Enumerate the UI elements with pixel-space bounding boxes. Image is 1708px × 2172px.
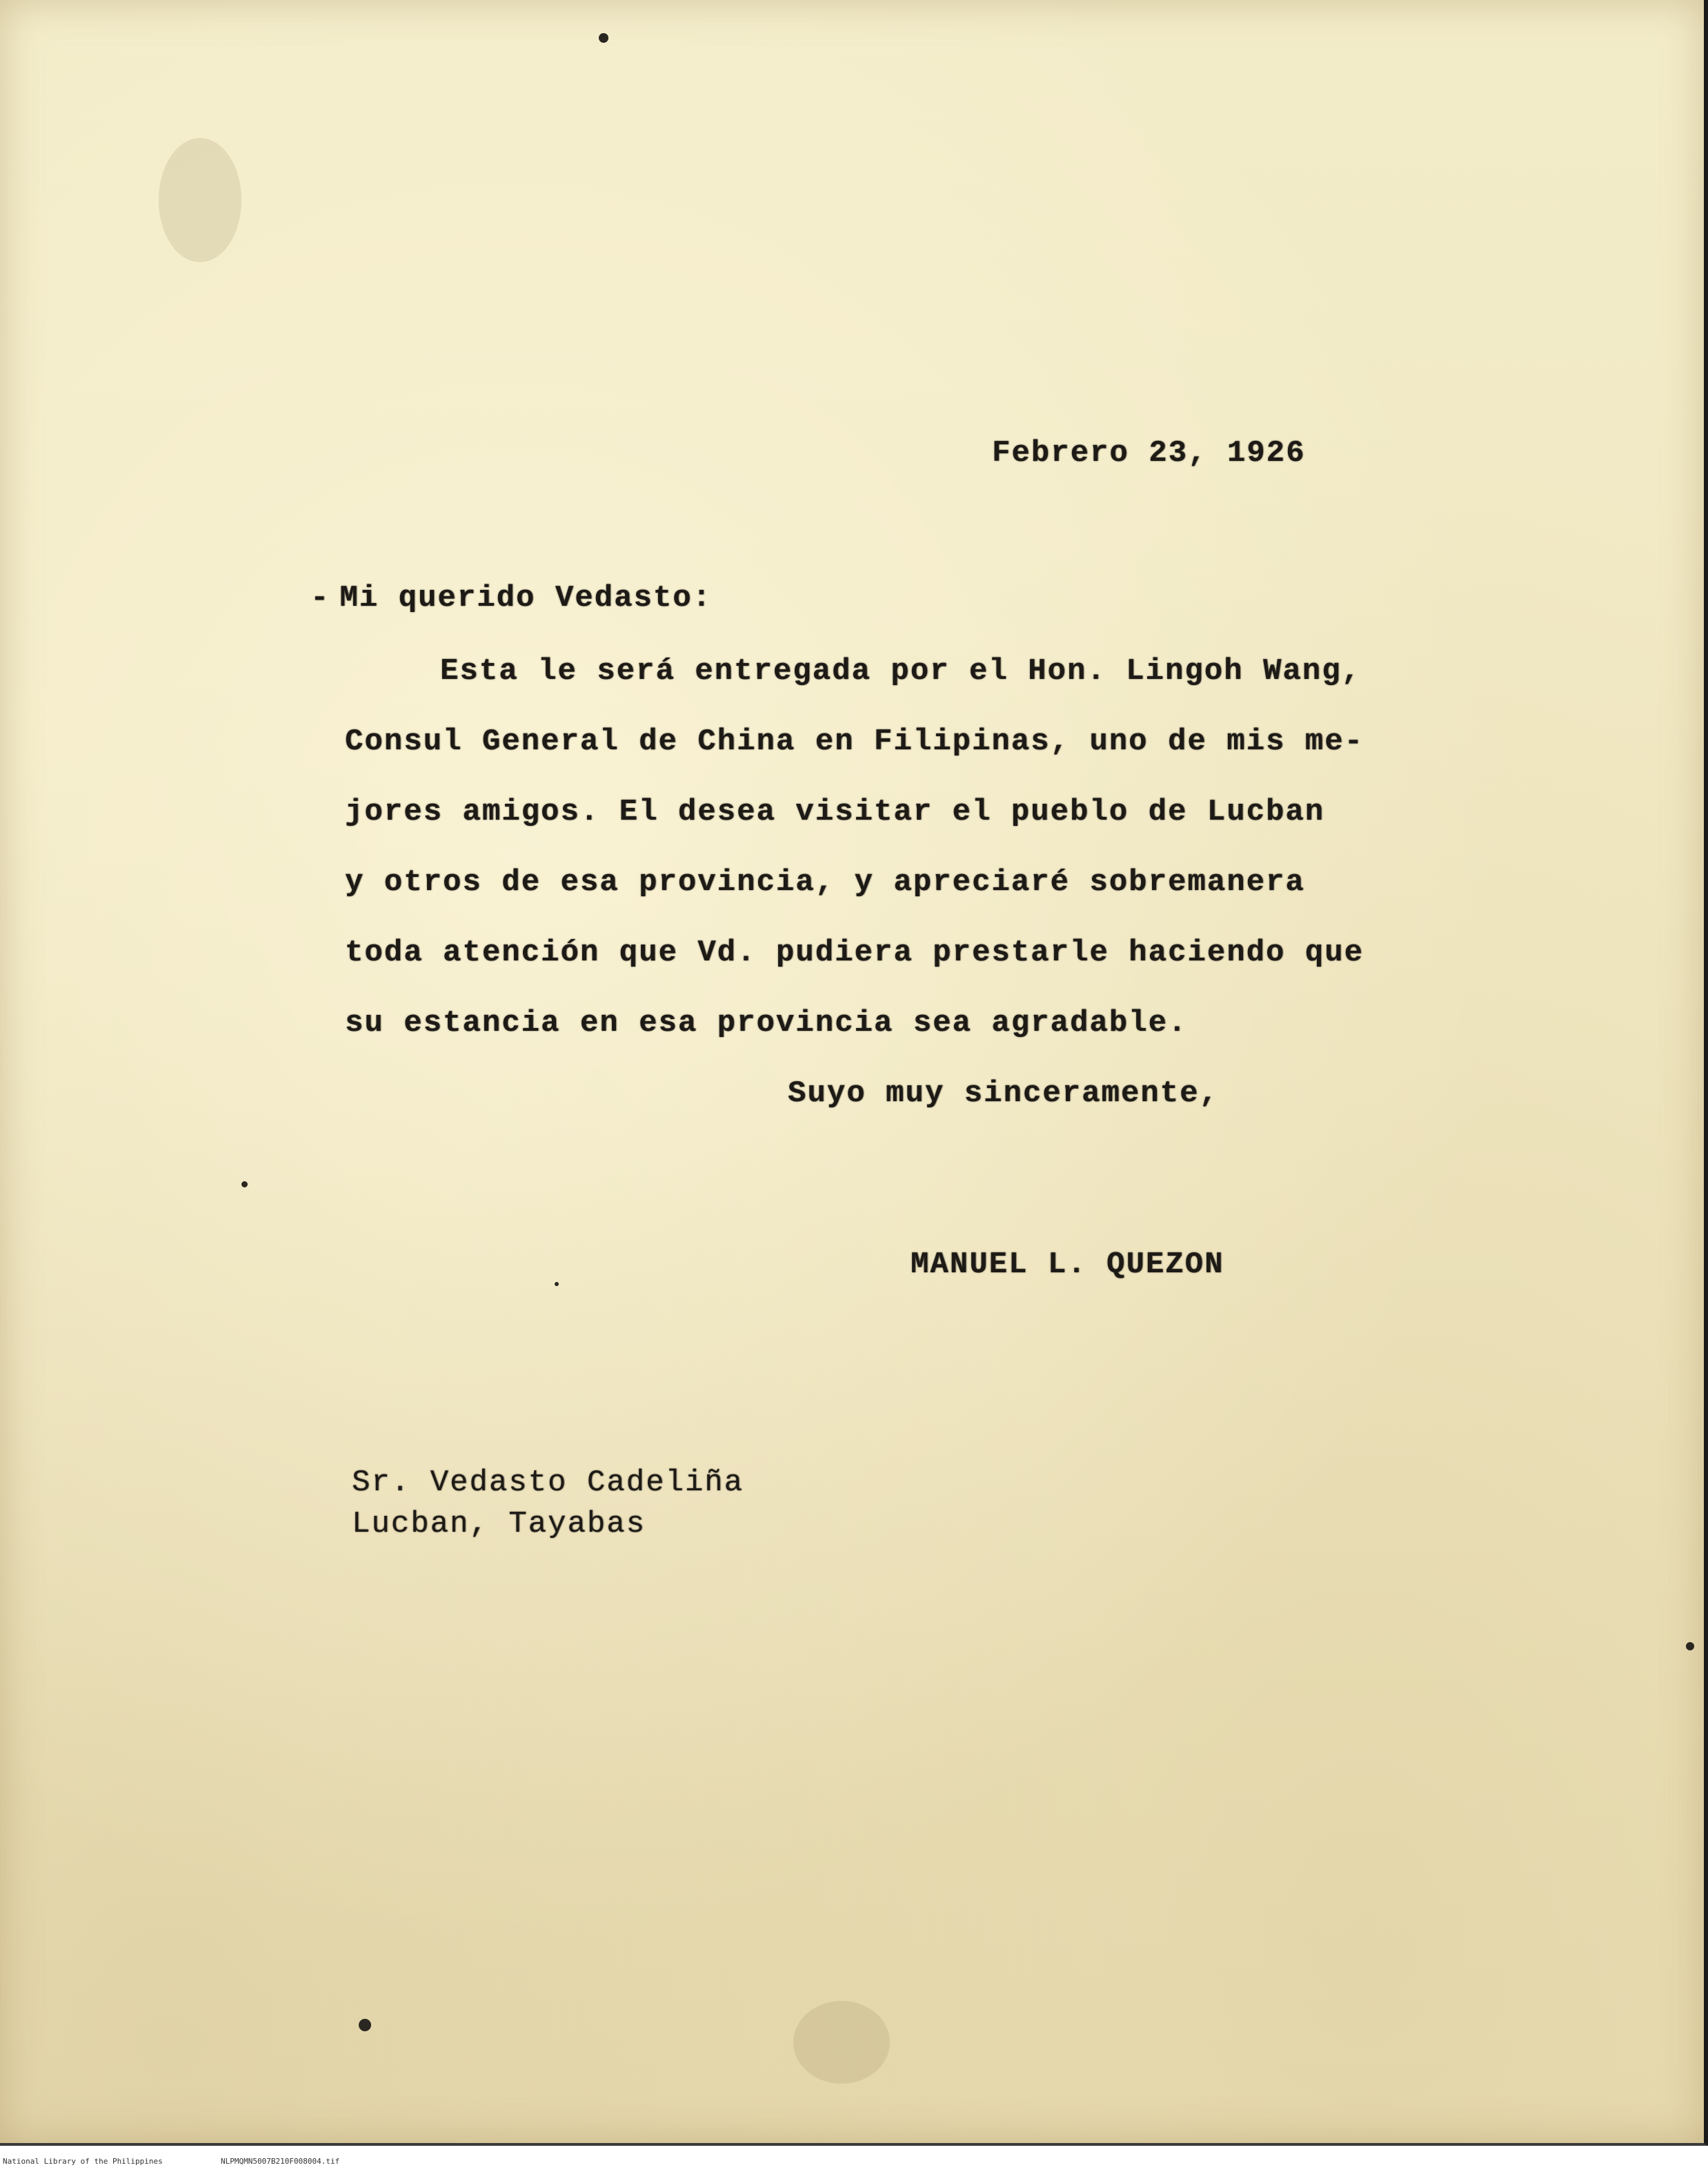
body-line: jores amigos. El desea visitar el pueblo de Lucban	[345, 795, 1325, 829]
paper-stain	[159, 138, 241, 262]
ink-spot	[359, 2019, 371, 2031]
body-line: toda atención que Vd. pudiera prestarle haciendo que	[345, 936, 1364, 970]
body-line: y otros de esa provincia, y apreciaré sobremanera	[345, 865, 1305, 900]
recipient-location: Lucban, Tayabas	[352, 1507, 646, 1541]
recipient-name: Sr. Vedasto Cadeliña	[352, 1465, 744, 1500]
footer-credit: National Library of the Philippines	[3, 2157, 163, 2166]
scan-footer	[0, 2151, 1708, 2172]
ink-spot	[599, 33, 608, 43]
ink-spot	[555, 1282, 559, 1286]
body-line: Consul General de China en Filipinas, uno de mis me-	[345, 724, 1364, 759]
signature-name: MANUEL L. QUEZON	[911, 1247, 1224, 1282]
paper-stain	[793, 2001, 890, 2084]
letter-date: Febrero 23, 1926	[992, 436, 1306, 471]
footer-filename: NLPMQMN5007B210F008004.tif	[221, 2157, 340, 2166]
body-line: Esta le será entregada por el Hon. Lingoh Wang,	[440, 654, 1362, 689]
salutation-mark: -	[310, 581, 330, 615]
closing: Suyo muy sinceramente,	[788, 1076, 1219, 1111]
ink-spot	[1686, 1642, 1694, 1650]
body-line: su estancia en esa provincia sea agradable.	[345, 1006, 1188, 1040]
ink-spot	[241, 1181, 248, 1187]
salutation	[310, 581, 712, 615]
salutation-text: Mi querido Vedasto:	[339, 581, 713, 615]
